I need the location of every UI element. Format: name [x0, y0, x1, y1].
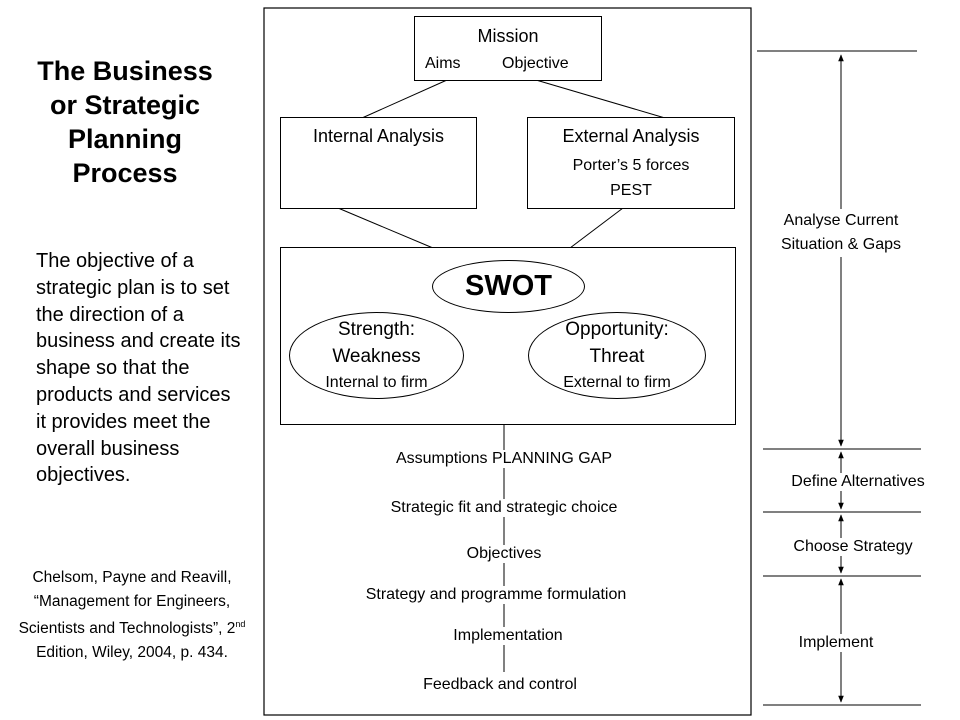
- opportunity-label: Opportunity:: [565, 319, 669, 340]
- title-line-3: Planning: [68, 124, 182, 154]
- external-analysis-porter: Porter’s 5 forces: [572, 157, 690, 174]
- phase-choose-label: Choose Strategy: [772, 538, 934, 556]
- phase-define-label: Define Alternatives: [766, 473, 950, 491]
- internal-analysis-title: Internal Analysis: [312, 126, 445, 146]
- phase-analyse-label: [760, 209, 922, 257]
- page-title: [14, 54, 236, 190]
- title-line-2: or Strategic: [49, 90, 201, 120]
- step-assumptions: Assumptions PLANNING GAP: [354, 450, 654, 468]
- swot-ellipse: [432, 260, 585, 313]
- strength-weakness-ellipse: [289, 312, 464, 399]
- citation-text: Chelsom, Payne and Reavill, “Management for Engineers, Scientists and Technologists”, 2: [18, 569, 236, 638]
- description-text: The objective of a strategic plan is to set the direction of a business and create its shape so that the products and services it provides meet the overall business objectives.: [36, 250, 241, 487]
- external-to-firm-label: External to firm: [563, 374, 671, 391]
- mission-objective: Objective: [502, 55, 569, 72]
- internal-to-firm-label: Internal to firm: [325, 374, 428, 391]
- step-strategy-formulation: Strategy and programme formulation: [320, 586, 672, 604]
- phase-analyse-line-1: Analyse Current: [783, 212, 899, 229]
- threat-label: Threat: [589, 346, 645, 367]
- connector-external-swot: [570, 208, 623, 248]
- connector-mission-external: [536, 80, 665, 118]
- strength-label: Strength:: [337, 319, 416, 340]
- phase-analyse-line-2: Situation & Gaps: [780, 236, 902, 253]
- step-strategic-fit: Strategic fit and strategic choice: [349, 499, 659, 517]
- external-analysis-box: [527, 117, 735, 209]
- external-analysis-title: External Analysis: [562, 126, 700, 146]
- swot-box: [280, 247, 736, 425]
- swot-title: SWOT: [465, 270, 552, 302]
- title-line-4: Process: [72, 158, 178, 188]
- step-feedback: Feedback and control: [394, 676, 606, 694]
- phase-implement-label: Implement: [784, 634, 888, 652]
- internal-analysis-box: [280, 117, 477, 209]
- step-implementation: Implementation: [432, 627, 584, 645]
- connector-internal-swot: [338, 208, 433, 248]
- citation-superscript: nd: [235, 619, 246, 629]
- citation: [14, 566, 250, 664]
- opportunity-threat-ellipse: [528, 312, 706, 399]
- mission-title: Mission: [477, 26, 539, 46]
- mission-box: [414, 16, 602, 81]
- step-objectives: Objectives: [444, 545, 564, 563]
- title-line-1: The Business: [37, 56, 213, 86]
- weakness-label: Weakness: [332, 346, 421, 367]
- mission-aims: Aims: [425, 55, 461, 72]
- citation-text-end: Edition, Wiley, 2004, p. 434.: [36, 643, 228, 661]
- external-analysis-pest: PEST: [610, 182, 652, 199]
- connector-mission-internal: [362, 80, 447, 118]
